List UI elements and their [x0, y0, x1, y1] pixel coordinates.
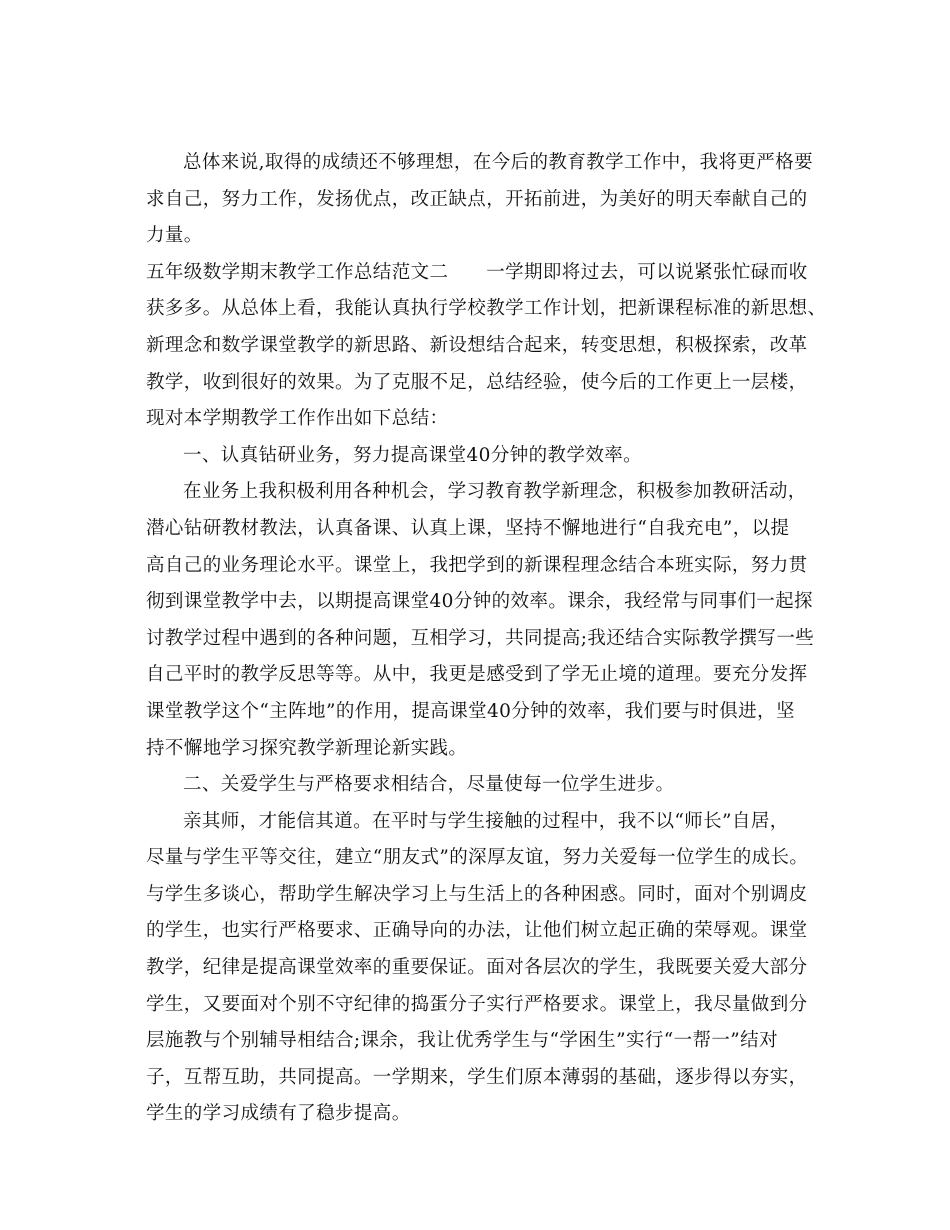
text-line: 一、认真钻研业务，努力提高课堂40分钟的教学效率。 [183, 444, 643, 466]
text-line: 持不懈地学习探究教学新理论新实践。 [146, 737, 468, 759]
document-body [146, 145, 827, 1133]
text-line: 五年级数学期末教学工作总结范文二 一学期即将过去，可以说紧张忙碌而收 [146, 261, 808, 283]
text-line: 学生，又要面对个别不守纪律的捣蛋分子实行严格要求。课堂上，我尽量做到分 [146, 993, 808, 1015]
text-line: 教学，收到很好的效果。为了克服不足，总结经验，使今后的工作更上一层楼， [146, 371, 808, 393]
text-line: 获多多。从总体上看，我能认真执行学校教学工作计划，把新课程标准的新思想、 [146, 298, 827, 320]
text-line: 尽量与学生平等交往，建立“朋友式”的深厚友谊，努力关爱每一位学生的成长。 [146, 847, 809, 869]
text-line: 自己平时的教学反思等等。从中，我更是感受到了学无止境的道理。要充分发挥 [146, 664, 808, 686]
text-line: 现对本学期教学工作作出如下总结： [146, 408, 449, 430]
text-line: 彻到课堂教学中去，以期提高课堂40分钟的效率。课余，我经常与同事们一起探 [146, 591, 813, 613]
text-line: 层施教与个别辅导相结合;课余，我让优秀学生与“学困生”实行“一帮一”结对 [146, 1030, 778, 1052]
text-line: 求自己，努力工作，发扬优点，改正缺点，开拓前进，为美好的明天奉献自己的 [146, 188, 808, 210]
text-line: 高自己的业务理论水平。课堂上，我把学到的新课程理念结合本班实际，努力贯 [146, 554, 808, 576]
text-line: 的学生，也实行严格要求、正确导向的办法，让他们树立起正确的荣辱观。课堂 [146, 920, 808, 942]
text-line: 在业务上我积极利用各种机会，学习教育教学新理念，积极参加教研活动， [183, 481, 807, 503]
text-line: 讨教学过程中遇到的各种问题，互相学习，共同提高;我还结合实际教学撰写一些 [146, 627, 815, 649]
text-line: 学生的学习成绩有了稳步提高。 [146, 1103, 411, 1125]
text-line: 教学，纪律是提高课堂效率的重要保证。面对各层次的学生，我既要关爱大部分 [146, 957, 808, 979]
text-line: 与学生多谈心，帮助学生解决学习上与生活上的各种困惑。同时，面对个别调皮 [146, 883, 808, 905]
text-line: 子，互帮互助，共同提高。一学期来，学生们原本薄弱的基础，逐步得以夯实， [146, 1066, 808, 1088]
text-line: 总体来说,取得的成绩还不够理想，在今后的教育教学工作中，我将更严格要 [183, 152, 813, 173]
text-line: 力量。 [146, 225, 203, 247]
text-line: 亲其师，才能信其道。在平时与学生接触的过程中，我不以“师长”自居， [183, 810, 789, 832]
text-line: 课堂教学这个“主阵地”的作用，提高课堂40分钟的效率，我们要与时俱进，坚 [146, 700, 795, 722]
text-line: 新理念和数学课堂教学的新思路、新设想结合起来，转变思想，积极探索，改革 [146, 334, 808, 356]
text-line: 二、关爱学生与严格要求相结合，尽量使每一位学生进步。 [183, 774, 675, 796]
text-line: 潜心钻研教材教法，认真备课、认真上课，坚持不懈地进行“自我充电”，以提 [146, 517, 790, 539]
